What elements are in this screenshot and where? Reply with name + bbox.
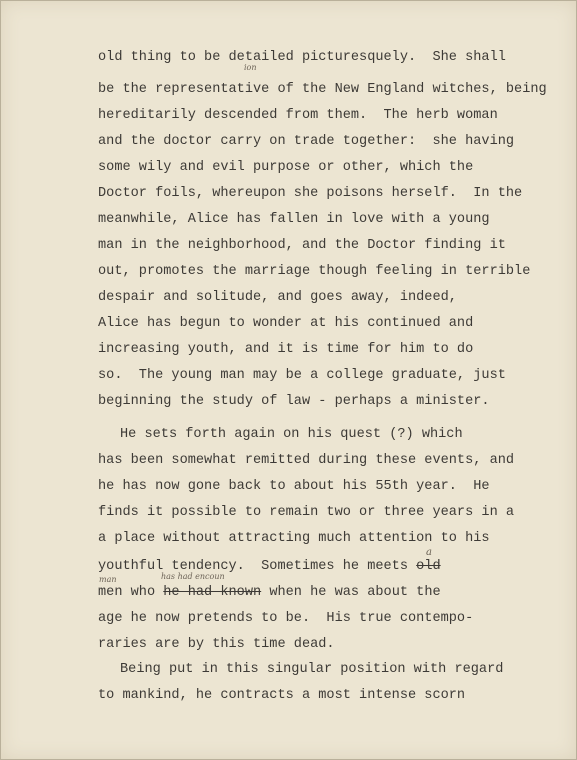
handwritten-insertion: ion <box>244 63 257 72</box>
handwritten-insertion: man <box>99 575 117 584</box>
text-line: despair and solitude, and goes away, indeed, <box>98 290 457 305</box>
text-line: out, promotes the marriage though feeling in terrible <box>98 264 531 279</box>
text-line: beginning the study of law - perhaps a minister. <box>98 394 490 409</box>
struck-phrase: he had known <box>163 585 262 600</box>
text-line: finds it possible to remain two or three years in a <box>98 505 515 520</box>
text-line: some wily and evil purpose or other, which the <box>98 160 474 175</box>
text-line: a place without attracting much attention to his <box>98 531 490 546</box>
text-line: meanwhile, Alice has fallen in love with a young <box>98 212 490 227</box>
text-line: he has now gone back to about his 55th year. He <box>98 479 490 494</box>
text-line: Doctor foils, whereupon she poisons herself. In the <box>98 186 523 201</box>
text-line: man in the neighborhood, and the Doctor finding it <box>98 238 506 253</box>
text-line: so. The young man may be a college graduate, just <box>98 368 506 383</box>
text-line: and the doctor carry on trade together: she having <box>98 134 515 149</box>
text-line: old thing to be detailed picturesquely. She shall <box>98 50 506 65</box>
text-line: raries are by this time dead. <box>98 637 335 652</box>
text-line: hereditarily descended from them. The herb woman <box>98 108 498 123</box>
text-line: Alice has begun to wonder at his continued and <box>98 316 474 331</box>
text-line <box>98 558 441 575</box>
handwritten-insertion: has had encoun <box>161 572 225 581</box>
text-segment: when he was about the <box>261 585 441 600</box>
handwritten-insertion: a <box>426 547 432 558</box>
text-line <box>98 584 441 601</box>
text-line: increasing youth, and it is time for him to do <box>98 342 474 357</box>
text-line: Being put in this singular position with regard <box>120 662 504 677</box>
text-segment: men who <box>98 585 164 600</box>
text-line: to mankind, he contracts a most intense scorn <box>98 688 466 703</box>
text-line: has been somewhat remitted during these events, and <box>98 453 515 468</box>
struck-word: old <box>416 559 441 574</box>
text-segment: youthful tendency. Sometimes he meets <box>98 559 417 574</box>
text-line: age he now pretends to be. His true contempo- <box>98 611 474 626</box>
text-line: He sets forth again on his quest (?) which <box>120 427 463 442</box>
text-line: be the representative of the New England witches, being <box>98 82 547 97</box>
